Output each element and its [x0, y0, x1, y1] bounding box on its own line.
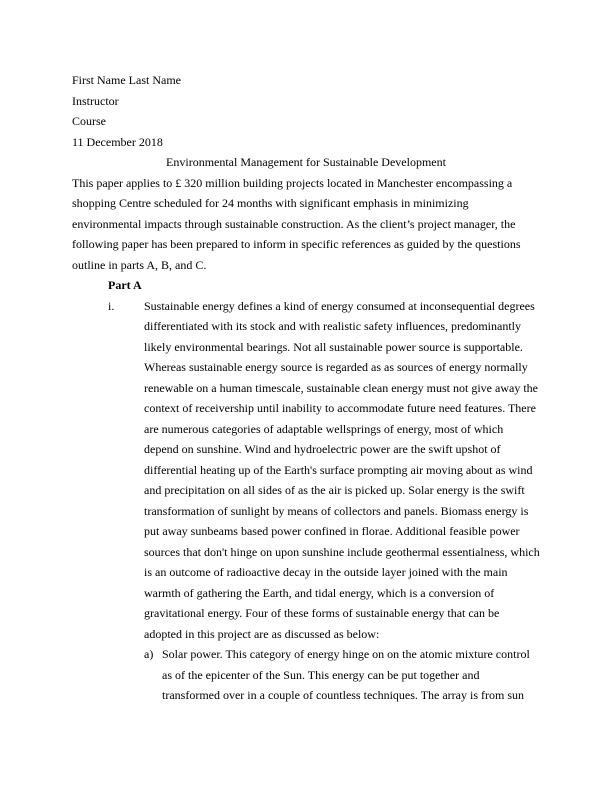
- item-i-line: and precipitation on all sides of as the air is picked up. Solar energy is the swift: [144, 483, 525, 497]
- intro-line: This paper applies to £ 320 million building projects located in Manchester encompassing a: [72, 175, 513, 190]
- document-title: Environmental Management for Sustainable Development: [166, 155, 446, 169]
- item-i-line: is an outcome of radioactive decay in the outside layer joined with the main: [144, 565, 508, 579]
- item-i-line: adopted in this project are as discussed as below:: [144, 626, 380, 641]
- item-i-line: likely environmental bearings. Not all sustainable power source is supportable.: [144, 339, 523, 354]
- course-line: Course: [72, 114, 106, 128]
- intro-line: following paper has been prepared to inform in specific references as guided by the questions: [72, 237, 521, 251]
- item-a-line: transformed over in a couple of countless techniques. The array is from sun: [162, 688, 525, 702]
- item-i-line: transformation of sunlight by means of collectors and panels. Biomass energy is: [144, 503, 529, 518]
- item-i-line: renewable on a human timescale, sustainable clean energy must not give away the: [144, 380, 538, 395]
- intro-line: outline in parts A, B, and C.: [72, 257, 207, 272]
- list-item-i: [72, 296, 540, 645]
- item-i-line: context of receivership until inability to accommodate future need features. There: [144, 401, 536, 415]
- document-body: [72, 70, 540, 706]
- item-i-line: warmth of gathering the Earth, and tidal energy, which is a conversion of: [144, 585, 495, 600]
- list-marker-i: i.: [108, 298, 115, 313]
- item-i-line: Sustainable energy defines a kind of energy consumed at inconsequential degrees: [144, 298, 535, 313]
- instructor-line: Instructor: [72, 93, 119, 108]
- item-i-line: differential heating up of the Earth's surface prompting air moving about as wind: [144, 462, 533, 477]
- item-i-line: Whereas sustainable energy source is regarded as as sources of energy normally: [144, 360, 528, 374]
- item-a-line: Solar power. This category of energy hinge on on the atomic mixture control: [162, 647, 530, 661]
- list-marker-a: a): [144, 647, 154, 661]
- item-i-line: depend on sunshine. Wind and hydroelectric power are the swift upshot of: [144, 442, 501, 456]
- item-i-line: are numerous categories of adaptable wellsprings of energy, most of which: [144, 421, 504, 436]
- item-i-line: sources that don't hinge on upon sunshine include geothermal essentialness, which: [144, 544, 540, 559]
- item-i-line: gravitational energy. Four of these forms of sustainable energy that can be: [144, 606, 500, 620]
- date-line: 11 December 2018: [72, 134, 163, 149]
- intro-line: environmental impacts through sustainable construction. As the client’s project manager, the: [72, 216, 516, 231]
- item-a-line: as of the epicenter of the Sun. This energy can be put together and: [162, 667, 480, 682]
- item-i-line: differentiated with its stock and with realistic safety influences, predominantly: [144, 319, 522, 333]
- intro-paragraph: [72, 173, 540, 276]
- list-item-i-text: [144, 296, 540, 645]
- list-item-a: [72, 644, 540, 706]
- item-i-line: put away sunbeams based power confined in florae. Additional feasible power: [144, 524, 520, 538]
- list-item-a-text: [162, 644, 540, 706]
- intro-line: shopping Centre scheduled for 24 months with significant emphasis in minimizing: [72, 196, 469, 210]
- author-name: First Name Last Name: [72, 73, 181, 87]
- part-a-heading: Part A: [108, 278, 142, 292]
